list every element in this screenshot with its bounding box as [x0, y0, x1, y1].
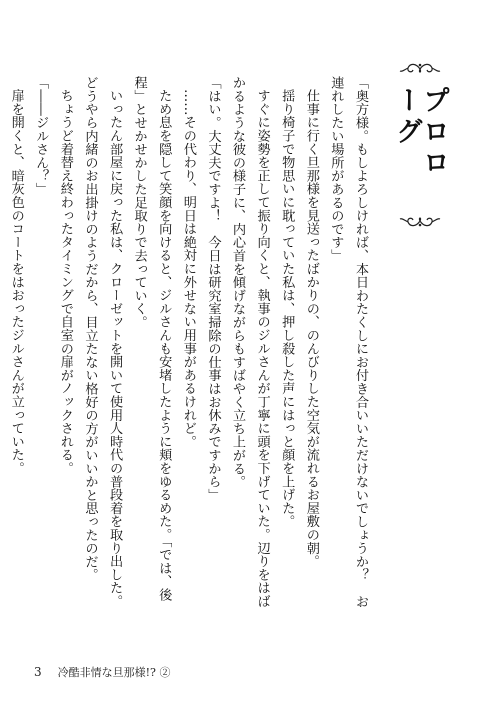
ornament-top-icon: [398, 60, 442, 78]
chapter-heading: [390, 60, 450, 230]
paragraph-9: ちょうど着替え終わったタイミングで自室の扉がノックされる。: [57, 89, 73, 475]
page-footer: [34, 664, 170, 680]
paragraph-6: ……その代わり、明日は絶対に外せない用事があるけれど。: [180, 89, 196, 449]
paragraph-8: いったん部屋に戻った私は、クローゼットを開いて使用人時代の普段着を取り出した。どうやら内緒のお出掛けのようだから、目立たない格好の方がいいかと思ったのだ。: [82, 76, 123, 608]
chapter-title: プロローグ: [391, 86, 449, 179]
paragraph-11: 扉を開くと、暗灰色のコートをはおったジルさんが立っていた。: [8, 89, 24, 475]
paragraph-5: 「はい。大丈夫ですよ！ 今日は研究室掃除の仕事はお休みですから」: [205, 76, 221, 502]
paragraph-1: 「奥方様。もしよろしければ、本日わたくしにお付き合いいただけないでしょうか？ お連れしたい場所があるのです」: [328, 76, 368, 608]
running-title: 冷酷非情な旦那様!? ②: [57, 666, 171, 679]
paragraph-10: 「――ジルさん？」: [33, 76, 49, 196]
paragraph-2: 仕事に行く旦那様を見送ったばかりの、のんびりした空気が流れるお屋敷の朝。: [303, 89, 319, 568]
paragraph-4: すぐに姿勢を正して振り向くと、執事のジルさんが丁寧に頭を下げていた。辺りをはばかるような彼の様子に、内心首を傾げながらもすばやく立ち上がる。: [230, 76, 270, 608]
page-number: 3: [34, 665, 42, 679]
paragraph-3: 揺り椅子で物思いに耽っていた私は、押し殺した声にはっと顔を上げた。: [279, 89, 295, 529]
ornament-bottom-icon: [398, 212, 442, 230]
body-text: [8, 76, 372, 616]
paragraph-7: ため息を隠して笑顔を向けると、ジルさんも安堵したように頬をゆるめた。「では、後程」とせかせかした足取りで去っていく。: [131, 76, 172, 602]
